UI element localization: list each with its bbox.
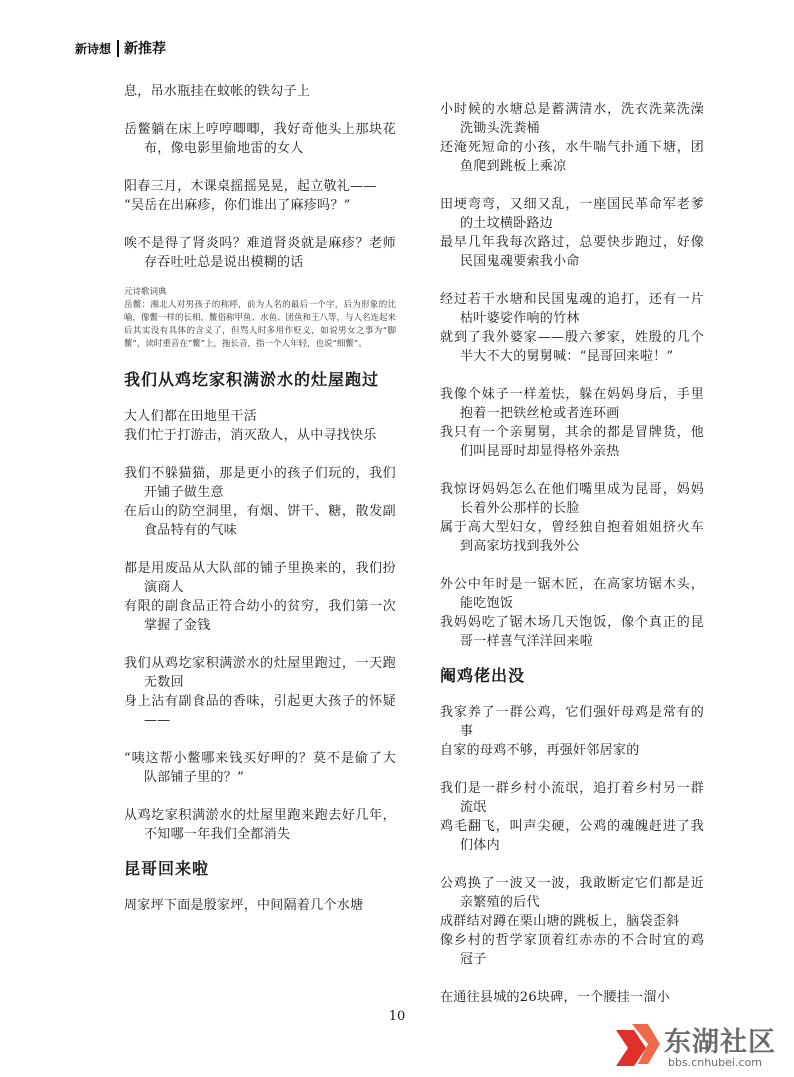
poem-line: 身上沾有副食品的香味，引起更大孩子的怀疑—— <box>124 694 396 728</box>
running-header <box>75 38 166 58</box>
poem-line: 在后山的防空洞里，有烟、饼干、糖，散发副食品特有的气味 <box>124 504 396 538</box>
poem-line: 在通往县城的26块碑，一个腰挂一溜小 <box>440 990 670 1005</box>
stanza <box>440 703 704 760</box>
poem-line: 我们从鸡圪家积满淤水的灶屋里跑过，一天跑无数回 <box>124 656 396 690</box>
poem-line: 还淹死短命的小孩，水牛喘气扑通下塘，团鱼爬到跳板上乘凉 <box>440 140 704 174</box>
poem-line: 阳春三月，木课桌摇摇晃晃，起立敬礼—— <box>124 179 377 194</box>
stanza <box>124 464 396 540</box>
stanza <box>124 407 396 445</box>
poem-line: 鸡毛翻飞，叫声尖硬，公鸡的魂魄赶进了我们体内 <box>440 819 704 853</box>
poem-line: 最早几年我每次路过，总要快步跑过，好像民国鬼魂要索我小命 <box>440 235 704 269</box>
stanza <box>124 896 396 915</box>
stanza <box>124 559 396 635</box>
poem-line: 我们忙于打游击，消灭敌人，从中寻找快乐 <box>124 428 377 443</box>
stanza <box>440 874 704 969</box>
stanza <box>124 234 396 272</box>
right-column <box>440 100 704 1026</box>
poem-line: 息，吊水瓶挂在蚊帐的铁勾子上 <box>124 84 311 99</box>
poem-line: 周家坪下面是殷家坪，中间隔着几个水塘 <box>124 898 364 913</box>
poem-line: 唉不是得了肾炎吗？难道肾炎就是麻疹？老师存吞吐吐总是说出模糊的话 <box>124 236 396 270</box>
poem-line: 我像个妹子一样羞怯，躲在妈妈身后，手里抱着一把铁丝枪或者连环画 <box>440 387 704 421</box>
stanza <box>440 988 704 1007</box>
stanza <box>124 82 396 101</box>
poem-title: 阉鸡佬出没 <box>440 666 526 685</box>
poem-line: 我惊讶妈妈怎么在他们嘴里成为昆哥，妈妈长着外公那样的长脸 <box>440 482 704 516</box>
stanza <box>124 806 396 844</box>
poem-line: 公鸡换了一波又一波，我敢断定它们都是近亲繁殖的后代 <box>440 876 704 910</box>
section-name: 新推荐 <box>124 41 167 57</box>
watermark-name: 东湖社区 <box>664 1027 776 1058</box>
poem-line: 我只有一个亲舅舅，其余的都是冒牌货，他们叫昆哥时却显得格外亲热 <box>440 425 704 459</box>
poem-line: 小时候的水塘总是蓄满清水，洗衣洗菜洗澡洗锄头洗粪桶 <box>440 102 704 136</box>
stanza <box>440 779 704 855</box>
poem-title: 昆哥回来啦 <box>124 859 210 878</box>
magazine-name: 新诗想 <box>75 41 112 56</box>
poem-line: “咦这帮小鳖哪来钱买好呷的？莫不是偷了大队部铺子里的？” <box>124 751 396 785</box>
stanza <box>440 480 704 556</box>
stanza <box>440 385 704 461</box>
stanza <box>124 120 396 158</box>
note-title: 元诗歌词典 <box>124 287 167 297</box>
stanza <box>124 654 396 730</box>
poem-title: 我们从鸡圪家积满淤水的灶屋跑过 <box>124 370 380 389</box>
stanza <box>440 195 704 271</box>
glossary-note <box>124 286 396 351</box>
poem-line: 成群结对蹲在栗山塘的跳板上，脑袋歪斜 <box>440 914 680 929</box>
watermark <box>612 1018 787 1074</box>
page-number: 10 <box>388 1009 406 1024</box>
note-body: 岳鳖：湘北人对男孩子的称呼，前为人名的最后一个字，后为形象的比喻，像鳖一样的长相，鳖俗称甲鱼、水鱼、团鱼和王八等，与人名连起来后其实没有具体的含义了，但骂人时多用作贬义，如说男女之事为“脚鳖”，读时重音在“鳖”上，拖长音，指一个人年轻，也说“细鳖”。 <box>124 300 397 349</box>
poem-line: 都是用废品从大队部的铺子里换来的，我们扮演商人 <box>124 561 396 595</box>
watermark-url: bbs.cnhubei.com <box>668 1056 762 1069</box>
poem-line: 自家的母鸡不够，再强奸邻居家的 <box>440 743 640 758</box>
poem-line: 我家养了一群公鸡，它们强奸母鸡是常有的事 <box>440 705 704 739</box>
poem-line: 就到了我外婆家——殷六爹家，姓殷的几个半大不大的舅舅喊：“昆哥回来啦！” <box>440 330 704 364</box>
poem-line: 从鸡圪家积满淤水的灶屋里跑来跑去好几年，不知哪一年我们全都消失 <box>124 808 396 842</box>
poem-line: 有限的副食品正符合幼小的贫穷，我们第一次掌握了金钱 <box>124 599 396 633</box>
poem-line: 田埂弯弯，又细又乱，一座国民革命军老爹的土坟横卧路边 <box>440 197 704 231</box>
header-divider <box>117 40 119 57</box>
poem-line: 我妈妈吃了锯木场几天饱饭，像个真正的昆哥一样喜气洋洋回来啦 <box>440 615 704 649</box>
stanza <box>124 749 396 787</box>
poem-line: 经过若干水塘和民国鬼魂的追打，还有一片枯叶婆娑作响的竹林 <box>440 292 704 326</box>
stanza <box>440 575 704 651</box>
stanza <box>440 290 704 366</box>
poem-line: “吴岳在出麻疹，你们谁出了麻疹吗？” <box>124 198 351 213</box>
poem-line: 我们是一群乡村小流氓，追打着乡村另一群流氓 <box>440 781 704 815</box>
left-column <box>124 82 396 934</box>
poem-line: 我们不躲猫猫，那是更小的孩子们玩的，我们开铺子做生意 <box>124 466 396 500</box>
poem-line: 属于高大型妇女，曾经独自抱着姐姐挤火车到高家坊找到我外公 <box>440 520 704 554</box>
poem-line: 外公中年时是一锯木匠，在高家坊锯木头，能吃饱饭 <box>440 577 704 611</box>
poem-line: 岳鳖躺在床上哼哼唧唧，我好奇他头上那块花布，像电影里偷地雷的女人 <box>124 122 396 156</box>
stanza <box>440 100 704 176</box>
stanza <box>124 177 396 215</box>
poem-line: 像乡村的哲学家顶着红赤赤的不合时宜的鸡冠子 <box>440 933 704 967</box>
poem-line: 大人们都在田地里干活 <box>124 409 258 424</box>
watermark-logo-icon <box>612 1022 662 1068</box>
